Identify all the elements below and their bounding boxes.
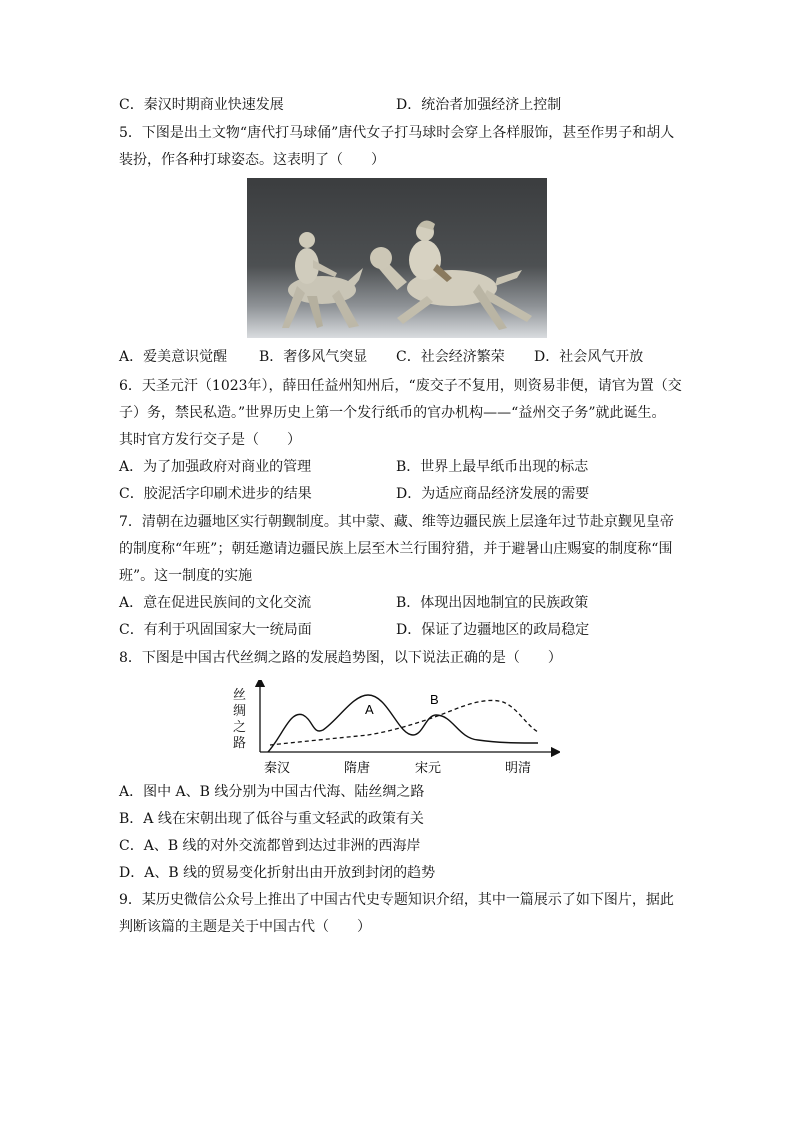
q6-option-b: B．世界上最早纸币出现的标志: [396, 459, 589, 475]
q9-stem-line2: 判断该篇的主题是关于中国古代（ ）: [119, 919, 371, 935]
q9-stem-line1: 9．某历史微信公众号上推出了中国古代史专题知识介绍，其中一篇展示了如下图片，据此: [119, 892, 674, 908]
q7-option-a: A．意在促进民族间的文化交流: [119, 595, 312, 611]
q8-stem: 8．下图是中国古代丝绸之路的发展趋势图，以下说法正确的是（ ）: [119, 650, 562, 666]
q6-option-c: C．胶泥活字印刷术进步的结果: [119, 486, 312, 502]
q7-option-d: D．保证了边疆地区的政局稳定: [396, 622, 590, 638]
x-tick-qinhan: 秦汉: [264, 761, 291, 776]
x-tick-songyuan: 宋元: [415, 761, 442, 776]
q8-option-b: B．A 线在宋朝出现了低谷与重文轻武的政策有关: [119, 811, 424, 827]
q5-option-c: C．社会经济繁荣: [396, 349, 505, 365]
q7-option-b: B．体现出因地制宜的民族政策: [396, 595, 589, 611]
q6-stem-line1: 6．天圣元汗（1023年），薛田任益州知州后，“废交子不复用，则资易非便，请官为置（交: [119, 378, 682, 394]
q7-option-c: C．有利于巩固国家大一统局面: [119, 622, 312, 638]
q7-stem-line1: 7．清朝在边疆地区实行朝觐制度。其中蒙、藏、维等边疆民族上层逢年过节赴京觐见皇帝: [119, 514, 674, 530]
q7-stem-line2: 的制度称“年班”；朝廷邀请边疆民族上层至木兰行围狩猎，并于避暑山庄赐宴的制度称“围: [119, 541, 673, 557]
polo-figurines-illustration: [247, 178, 547, 338]
x-tick-mingqing: 明清: [505, 761, 532, 776]
q6-option-d: D．为适应商品经济发展的需要: [396, 486, 590, 502]
q5-option-d: D．社会风气开放: [534, 349, 644, 365]
q5-option-b: B．奢侈风气突显: [259, 349, 368, 365]
q5-stem-line2: 装扮，作各种打球姿态。这表明了（ ）: [119, 152, 385, 168]
series-b-label: B: [430, 692, 439, 707]
q8-option-d: D．A、B 线的贸易变化折射出由开放到封闭的趋势: [119, 865, 436, 881]
q5-option-a: A．爱美意识觉醒: [119, 349, 228, 365]
q6-option-a: A．为了加强政府对商业的管理: [119, 459, 312, 475]
q6-stem-line2: 子）务，禁民私造。”世界历史上第一个发行纸币的官办机构——“益州交子务”就此诞生。: [119, 405, 666, 421]
q7-stem-line3: 班”。这一制度的实施: [119, 568, 253, 584]
polo-figurines-photo: [247, 178, 547, 338]
q8-option-a: A．图中 A、B 线分别为中国古代海、陆丝绸之路: [119, 784, 425, 800]
series-a-line: [268, 695, 538, 752]
q4-option-d: D．统治者加强经济上控制: [396, 97, 562, 113]
q4-option-c: C．秦汉时期商业快速发展: [119, 97, 284, 113]
q5-stem-line1: 5．下图是出土文物“唐代打马球俑”唐代女子打马球时会穿上各样服饰，甚至作男子和胡人: [119, 125, 675, 141]
q6-stem-line3: 其时官方发行交子是（ ）: [119, 432, 301, 448]
chart-y-label-text: 丝 绸 之 路: [233, 688, 247, 751]
x-tick-suitang: 隋唐: [344, 761, 371, 776]
series-a-label: A: [365, 702, 374, 717]
q8-option-c: C．A、B 线的对外交流都曾到达过非洲的西海岸: [119, 838, 421, 854]
silk-road-trend-chart: [228, 680, 560, 780]
